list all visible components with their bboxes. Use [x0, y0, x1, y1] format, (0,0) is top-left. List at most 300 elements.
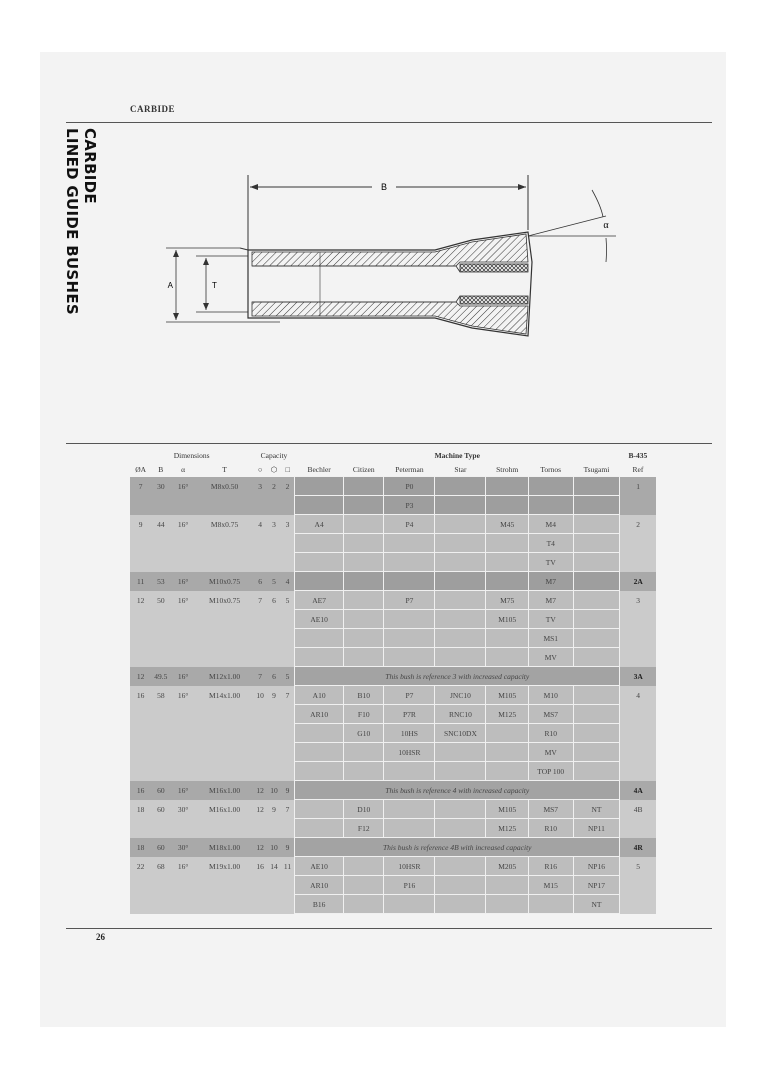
cell-t: M12x1.00	[196, 667, 253, 686]
cell-t	[196, 762, 253, 781]
cell-c2: 10	[267, 781, 281, 800]
cell-b	[151, 762, 170, 781]
cell-c2	[267, 629, 281, 648]
cell-alpha: 16°	[170, 515, 196, 534]
cell-oa: 12	[130, 667, 151, 686]
cell-c3	[281, 724, 295, 743]
cell-b: 60	[151, 781, 170, 800]
col-header-b: B	[158, 464, 164, 474]
cell-b	[151, 895, 170, 914]
page-number: 26	[96, 932, 105, 942]
cell-oa	[130, 876, 151, 895]
cell-c1	[253, 724, 267, 743]
col-header-tornos: Tornos	[540, 464, 562, 474]
cell-t	[196, 705, 253, 724]
cell-c3	[281, 553, 295, 572]
cell-oa: 18	[130, 800, 151, 819]
cell-c1	[253, 648, 267, 667]
cell-bechler	[295, 743, 344, 762]
col-header-t: T	[222, 464, 227, 474]
alpha-arrow-bottom	[606, 238, 607, 262]
cell-oa	[130, 895, 151, 914]
cell-tsugami	[573, 477, 620, 496]
cell-citizen	[344, 743, 384, 762]
cell-oa: 7	[130, 477, 151, 496]
cell-c1: 7	[253, 591, 267, 610]
t-arrow-top	[203, 258, 209, 265]
cell-c2	[267, 705, 281, 724]
cell-strohm	[486, 553, 529, 572]
cell-c3: 9	[281, 838, 295, 857]
col-header-capacity-hex: ⬡	[270, 464, 278, 474]
cell-c3	[281, 819, 295, 838]
table-row	[130, 876, 656, 895]
group-header-dimensions: Dimensions	[173, 450, 210, 460]
table-row	[130, 572, 656, 591]
carbide-liner-bottom	[460, 296, 528, 304]
b-label: B	[380, 182, 388, 192]
cell-c3	[281, 534, 295, 553]
cell-b: 30	[151, 477, 170, 496]
cell-peterman	[384, 629, 435, 648]
col-header-alpha: α	[181, 464, 186, 474]
cell-c1	[253, 496, 267, 515]
cell-tsugami: NT	[573, 800, 620, 819]
cell-b	[151, 610, 170, 629]
table-row	[130, 838, 656, 857]
cell-peterman: P0	[384, 477, 435, 496]
cell-c1: 12	[253, 781, 267, 800]
cell-peterman: P16	[384, 876, 435, 895]
cell-tornos: MS7	[528, 705, 573, 724]
cell-c1: 12	[253, 800, 267, 819]
cell-note: This bush is reference 4 with increased capacity	[295, 781, 620, 800]
table-row	[130, 648, 656, 667]
cell-peterman	[384, 800, 435, 819]
cell-oa	[130, 819, 151, 838]
cell-c3	[281, 648, 295, 667]
cell-strohm: M205	[486, 857, 529, 876]
b-arrow-left	[250, 184, 258, 190]
cell-c2	[267, 819, 281, 838]
cell-c2	[267, 648, 281, 667]
cell-t: M8x0.50	[196, 477, 253, 496]
table-row	[130, 667, 656, 686]
cell-c1: 10	[253, 686, 267, 705]
cell-c3	[281, 496, 295, 515]
cell-c3: 9	[281, 781, 295, 800]
cell-citizen	[344, 610, 384, 629]
cell-peterman	[384, 534, 435, 553]
cell-tornos: TV	[528, 610, 573, 629]
table-row	[130, 553, 656, 572]
cell-tsugami	[573, 724, 620, 743]
side-title	[63, 128, 102, 358]
cell-b	[151, 648, 170, 667]
table-row	[130, 686, 656, 705]
cell-citizen	[344, 515, 384, 534]
cell-strohm: M45	[486, 515, 529, 534]
cell-oa: 18	[130, 838, 151, 857]
cell-strohm	[486, 629, 529, 648]
cell-t	[196, 724, 253, 743]
cell-ref: 3	[620, 591, 656, 610]
cell-bechler: AE10	[295, 610, 344, 629]
cell-star: JNC10	[435, 686, 486, 705]
cell-c3: 2	[281, 477, 295, 496]
cell-citizen	[344, 553, 384, 572]
table-row	[130, 515, 656, 534]
cell-bechler: AR10	[295, 705, 344, 724]
cell-star: RNC10	[435, 705, 486, 724]
cell-t	[196, 553, 253, 572]
cell-alpha	[170, 534, 196, 553]
cell-strohm	[486, 534, 529, 553]
table-row	[130, 895, 656, 914]
b-arrow-right	[518, 184, 526, 190]
cell-ref: 1	[620, 477, 656, 496]
cell-alpha	[170, 496, 196, 515]
cell-tsugami: NP16	[573, 857, 620, 876]
cell-c1	[253, 610, 267, 629]
cell-c3: 5	[281, 667, 295, 686]
cell-t	[196, 819, 253, 838]
cell-oa	[130, 743, 151, 762]
cell-star	[435, 496, 486, 515]
cell-citizen	[344, 591, 384, 610]
cell-oa	[130, 610, 151, 629]
cell-c2	[267, 743, 281, 762]
cell-t	[196, 629, 253, 648]
cell-citizen: B10	[344, 686, 384, 705]
guide-bush-drawing	[160, 170, 620, 350]
cell-ref	[620, 705, 656, 724]
cell-strohm	[486, 876, 529, 895]
cell-bechler: A4	[295, 515, 344, 534]
section-rule	[66, 443, 712, 444]
cell-ref: 5	[620, 857, 656, 876]
cell-peterman	[384, 610, 435, 629]
cell-c2	[267, 610, 281, 629]
alpha-label: α	[603, 220, 609, 231]
cell-alpha	[170, 762, 196, 781]
cell-oa	[130, 629, 151, 648]
cell-tsugami	[573, 515, 620, 534]
cell-c1	[253, 762, 267, 781]
cell-alpha: 16°	[170, 591, 196, 610]
cell-bechler	[295, 477, 344, 496]
table-row	[130, 724, 656, 743]
cell-tsugami: NT	[573, 895, 620, 914]
cell-oa	[130, 553, 151, 572]
cell-tornos: MV	[528, 743, 573, 762]
cell-t: M16x1.00	[196, 800, 253, 819]
cell-b: 60	[151, 838, 170, 857]
col-header-ref: Ref	[632, 464, 644, 474]
cell-peterman	[384, 648, 435, 667]
cell-alpha: 16°	[170, 857, 196, 876]
cell-peterman	[384, 762, 435, 781]
cell-t: M18x1.00	[196, 838, 253, 857]
cell-c1	[253, 819, 267, 838]
cell-alpha	[170, 876, 196, 895]
cell-c3	[281, 743, 295, 762]
cell-ref	[620, 534, 656, 553]
cell-tsugami	[573, 762, 620, 781]
cell-ref	[620, 496, 656, 515]
cell-c2: 9	[267, 800, 281, 819]
cell-star	[435, 515, 486, 534]
cell-b	[151, 705, 170, 724]
cell-ref: 3A	[620, 667, 656, 686]
col-header-oa: ØA	[135, 464, 147, 474]
alpha-arrow-top	[592, 190, 603, 217]
cell-citizen	[344, 857, 384, 876]
footer-rule	[66, 928, 712, 929]
cell-citizen	[344, 648, 384, 667]
cell-strohm: M105	[486, 610, 529, 629]
cell-ref	[620, 895, 656, 914]
cell-alpha	[170, 895, 196, 914]
cell-peterman: 10HS	[384, 724, 435, 743]
cell-t: M10x0.75	[196, 572, 253, 591]
cell-alpha: 30°	[170, 838, 196, 857]
group-header-b435: B-435	[628, 450, 648, 460]
cell-citizen: F12	[344, 819, 384, 838]
t-label: T	[212, 281, 217, 290]
cell-bechler: A10	[295, 686, 344, 705]
cell-oa: 12	[130, 591, 151, 610]
cell-c2: 3	[267, 515, 281, 534]
cell-oa: 11	[130, 572, 151, 591]
cell-tornos: M4	[528, 515, 573, 534]
cell-note: This bush is reference 4B with increased capacity	[295, 838, 620, 857]
cell-tornos	[528, 895, 573, 914]
cell-t	[196, 648, 253, 667]
cell-strohm	[486, 477, 529, 496]
cell-c1	[253, 629, 267, 648]
cell-c2: 2	[267, 477, 281, 496]
cell-c3: 4	[281, 572, 295, 591]
col-header-citizen: Citizen	[352, 464, 375, 474]
cell-star	[435, 895, 486, 914]
cell-bechler	[295, 534, 344, 553]
cell-citizen	[344, 496, 384, 515]
cell-peterman	[384, 819, 435, 838]
cell-star: SNC10DX	[435, 724, 486, 743]
cell-alpha	[170, 819, 196, 838]
cell-c2: 6	[267, 667, 281, 686]
cell-ref	[620, 648, 656, 667]
cell-c1: 7	[253, 667, 267, 686]
cell-c1	[253, 705, 267, 724]
cell-c3	[281, 629, 295, 648]
cell-bechler: AE7	[295, 591, 344, 610]
table-row	[130, 477, 656, 496]
cell-c2	[267, 553, 281, 572]
cell-tornos: M7	[528, 572, 573, 591]
cell-c2	[267, 496, 281, 515]
cell-star	[435, 610, 486, 629]
cell-tsugami	[573, 572, 620, 591]
thread-lip-top	[240, 248, 248, 250]
cell-oa	[130, 705, 151, 724]
cell-b: 50	[151, 591, 170, 610]
cell-tsugami	[573, 629, 620, 648]
group-header-capacity: Capacity	[260, 450, 288, 460]
cell-tsugami	[573, 591, 620, 610]
cell-peterman: P7R	[384, 705, 435, 724]
cell-tsugami	[573, 743, 620, 762]
group-header-machine-type: Machine Type	[434, 450, 480, 460]
table-row	[130, 496, 656, 515]
cell-alpha	[170, 553, 196, 572]
cell-tornos: R16	[528, 857, 573, 876]
cell-tornos: TV	[528, 553, 573, 572]
cell-star	[435, 648, 486, 667]
cell-t	[196, 610, 253, 629]
cell-peterman: P7	[384, 686, 435, 705]
cell-citizen	[344, 572, 384, 591]
col-header-capacity-square: □	[285, 464, 291, 474]
cell-c2: 5	[267, 572, 281, 591]
cell-c3: 11	[281, 857, 295, 876]
cell-oa: 16	[130, 781, 151, 800]
cell-ref: 2	[620, 515, 656, 534]
cell-note: This bush is reference 3 with increased capacity	[295, 667, 620, 686]
cell-b: 53	[151, 572, 170, 591]
cell-citizen: F10	[344, 705, 384, 724]
cell-t	[196, 534, 253, 553]
guide-bush-spec-table	[130, 448, 656, 914]
cell-strohm	[486, 724, 529, 743]
cell-oa	[130, 648, 151, 667]
cell-ref	[620, 743, 656, 762]
cell-t	[196, 876, 253, 895]
table-row	[130, 781, 656, 800]
cell-bechler	[295, 800, 344, 819]
cell-t: M10x0.75	[196, 591, 253, 610]
cell-c3: 7	[281, 686, 295, 705]
cell-c1	[253, 895, 267, 914]
cell-peterman: 10HSR	[384, 743, 435, 762]
cell-star	[435, 591, 486, 610]
cell-tsugami	[573, 705, 620, 724]
table-row	[130, 800, 656, 819]
cell-star	[435, 800, 486, 819]
a-arrow-top	[173, 250, 179, 257]
cell-c3	[281, 610, 295, 629]
cell-strohm	[486, 648, 529, 667]
cell-ref	[620, 876, 656, 895]
cell-bechler: AR10	[295, 876, 344, 895]
cell-strohm	[486, 572, 529, 591]
cell-strohm: M75	[486, 591, 529, 610]
table-row	[130, 534, 656, 553]
cell-tsugami	[573, 686, 620, 705]
cell-ref: 4A	[620, 781, 656, 800]
col-header-star: Star	[454, 464, 467, 474]
alpha-angle-line	[528, 216, 606, 236]
cell-b: 68	[151, 857, 170, 876]
bore-step-bottom	[456, 296, 460, 302]
cell-strohm	[486, 762, 529, 781]
cell-star	[435, 876, 486, 895]
cell-ref: 4R	[620, 838, 656, 857]
cell-tsugami: NP11	[573, 819, 620, 838]
cell-peterman: P4	[384, 515, 435, 534]
cell-b	[151, 819, 170, 838]
cell-tornos	[528, 477, 573, 496]
cell-oa	[130, 534, 151, 553]
cell-b	[151, 534, 170, 553]
cell-oa: 22	[130, 857, 151, 876]
cell-b: 44	[151, 515, 170, 534]
cell-alpha: 16°	[170, 781, 196, 800]
cell-strohm	[486, 743, 529, 762]
cell-alpha	[170, 724, 196, 743]
a-arrow-bottom	[173, 313, 179, 320]
cell-ref	[620, 819, 656, 838]
t-arrow-bottom	[203, 303, 209, 310]
cell-b: 60	[151, 800, 170, 819]
cell-alpha: 16°	[170, 667, 196, 686]
cell-tornos: T4	[528, 534, 573, 553]
cell-tornos: TOP 100	[528, 762, 573, 781]
table-row	[130, 629, 656, 648]
cell-c1: 3	[253, 477, 267, 496]
cell-alpha	[170, 705, 196, 724]
cell-peterman: P7	[384, 591, 435, 610]
cell-alpha	[170, 610, 196, 629]
cell-c2: 9	[267, 686, 281, 705]
cell-citizen: G10	[344, 724, 384, 743]
cell-strohm	[486, 496, 529, 515]
cell-b	[151, 553, 170, 572]
cell-star	[435, 857, 486, 876]
cell-ref	[620, 610, 656, 629]
col-header-tsugami: Tsugami	[583, 464, 610, 474]
cell-oa	[130, 762, 151, 781]
cell-b: 58	[151, 686, 170, 705]
cell-b	[151, 629, 170, 648]
cell-peterman: P3	[384, 496, 435, 515]
cell-c2: 6	[267, 591, 281, 610]
cell-star	[435, 762, 486, 781]
cell-tsugami	[573, 553, 620, 572]
table-row	[130, 591, 656, 610]
table-row	[130, 743, 656, 762]
cell-citizen: D10	[344, 800, 384, 819]
cell-c1	[253, 743, 267, 762]
a-label: A	[167, 281, 173, 290]
cell-star	[435, 534, 486, 553]
cell-t	[196, 743, 253, 762]
cell-c3	[281, 876, 295, 895]
cell-b	[151, 496, 170, 515]
cell-bechler	[295, 553, 344, 572]
cell-star	[435, 743, 486, 762]
cell-oa	[130, 724, 151, 743]
cell-tornos: R10	[528, 819, 573, 838]
cell-ref: 4B	[620, 800, 656, 819]
cell-alpha	[170, 743, 196, 762]
cell-c3: 7	[281, 800, 295, 819]
cell-star	[435, 819, 486, 838]
cell-alpha: 16°	[170, 572, 196, 591]
cell-ref: 2A	[620, 572, 656, 591]
cell-bechler	[295, 629, 344, 648]
